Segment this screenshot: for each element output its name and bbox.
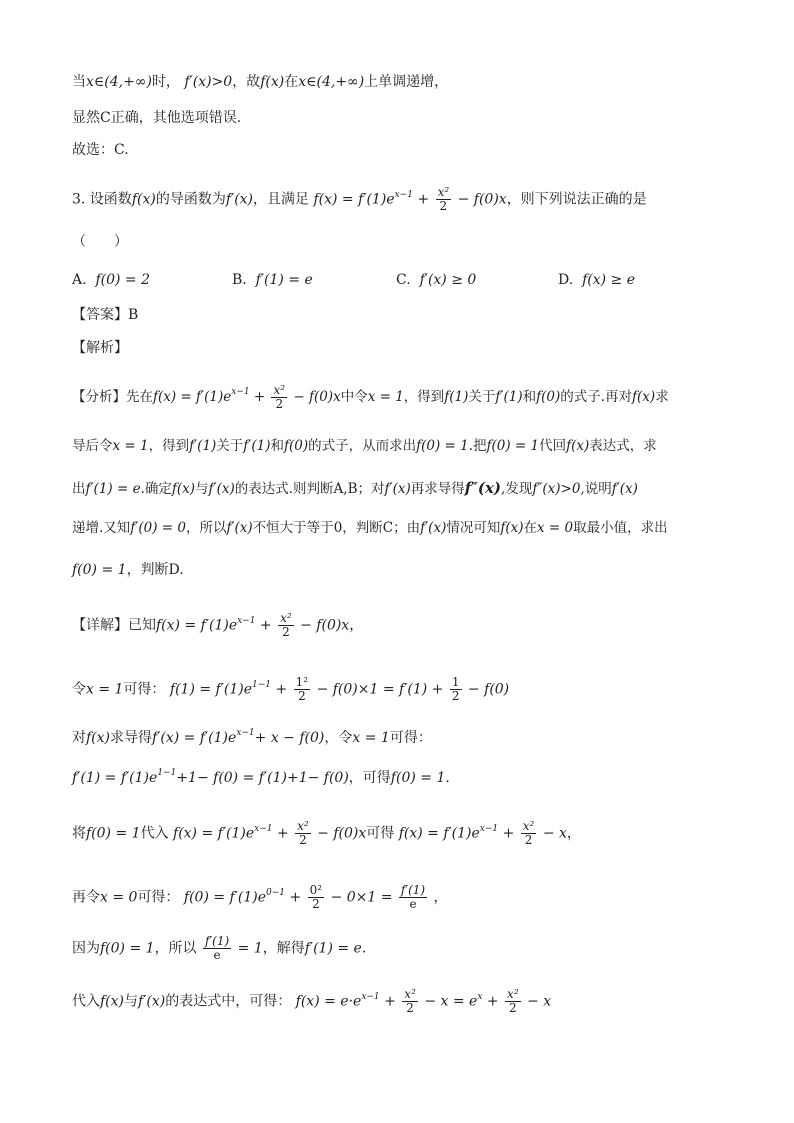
math: f(x): [632, 389, 656, 405]
numerator: 1²: [295, 675, 309, 689]
text: 当: [72, 74, 86, 90]
analysis-line-3: [72, 478, 638, 499]
detail-line-2: [72, 676, 509, 703]
text: 对: [72, 730, 86, 746]
text: 代回: [539, 438, 567, 454]
numerator: x²: [280, 611, 292, 625]
detail-line-5: [72, 820, 581, 847]
text: 表达式，求: [589, 438, 657, 454]
math: f″(x): [464, 479, 502, 497]
math: +: [253, 389, 266, 405]
option-text: f′(1) = e: [255, 272, 313, 288]
numerator: x²: [507, 987, 519, 1001]
math: f′(x): [384, 481, 411, 497]
text: ，可得: [348, 770, 391, 786]
math: f(x): [171, 481, 196, 497]
text: 与: [124, 993, 139, 1010]
text: 时，: [151, 74, 180, 90]
math: f′(x) = f′(1)e: [152, 730, 237, 746]
math: f′(x): [138, 993, 166, 1010]
analysis-line-1: [72, 384, 669, 411]
math: f(x): [566, 438, 590, 454]
math: f(x) = f′(1)e: [156, 617, 238, 634]
text: 【详解】已知: [72, 617, 156, 634]
math: f(x): [260, 74, 285, 90]
exponent: 1−1: [157, 768, 177, 778]
math: +: [486, 993, 499, 1010]
fraction: [308, 884, 324, 911]
text: 可得：: [123, 681, 166, 698]
math: − f(0)x: [293, 389, 341, 405]
numerator: f′(1): [205, 934, 230, 948]
math: f(0): [536, 389, 561, 405]
text: .确定: [140, 481, 172, 497]
text: ，: [566, 825, 581, 842]
math: x = 0: [100, 889, 138, 906]
exponent: x−1: [479, 823, 499, 834]
option-a: [72, 270, 150, 290]
math: f(x): [100, 993, 125, 1010]
text: ，: [433, 889, 448, 906]
denominator: 2: [308, 897, 324, 911]
denominator: e: [203, 948, 231, 962]
text: ,说明: [580, 481, 612, 497]
text: 求: [655, 389, 669, 405]
math: f(0) = 1: [100, 940, 155, 957]
numerator: x²: [437, 185, 450, 199]
math: +: [417, 191, 430, 208]
fraction: [278, 612, 294, 639]
exponent: 1−1: [252, 679, 272, 690]
line-monotonic: [72, 72, 448, 92]
numerator: x²: [522, 819, 535, 833]
math: f(0) = 1: [86, 825, 141, 842]
math: f′(1): [189, 438, 217, 454]
fraction: [294, 676, 310, 703]
text: 代入: [140, 825, 169, 842]
math: f′(1) = e: [304, 940, 362, 957]
text: 将: [72, 825, 86, 842]
text: ，令: [324, 730, 353, 746]
analysis-line-2: [72, 436, 657, 456]
answer-parens: （ ）: [72, 234, 128, 250]
text: 关于: [216, 438, 244, 454]
math: − x = e: [424, 993, 478, 1010]
math: f(x): [131, 191, 156, 208]
math: = 1: [237, 940, 263, 957]
text: .: [361, 940, 367, 957]
option-label: C.: [396, 272, 411, 288]
fraction: [295, 820, 311, 847]
text: 不恒大于等于: [252, 520, 334, 536]
line-conclusion: 显然C正确，其他选项错误.: [72, 110, 242, 126]
answer-line: 【答案】B: [72, 307, 139, 323]
math: − x: [542, 825, 567, 842]
math: f(0) = f′(1)e: [183, 889, 267, 906]
math: f′(x): [208, 481, 235, 497]
math: x = 1: [86, 681, 124, 698]
math: f′(1) = e: [85, 481, 141, 497]
text: 出: [72, 481, 86, 497]
math: x = 1: [367, 389, 404, 405]
text: 的式子.再对: [560, 389, 633, 405]
numerator: x²: [273, 383, 286, 397]
math: f(0) = 1: [72, 562, 127, 578]
math: f(0) = 1: [390, 770, 446, 786]
math: f(0) = 1: [416, 438, 469, 454]
analysis-line-5: [72, 560, 184, 580]
text: 【分析】先在: [72, 389, 153, 405]
text: 可得：: [389, 730, 432, 746]
text: ，判断C；由: [342, 520, 421, 536]
text: 可得：: [137, 889, 180, 906]
text: 和: [270, 438, 284, 454]
detail-line-3: [72, 728, 432, 750]
text: 中令: [340, 389, 368, 405]
math: − f(0)x: [457, 191, 507, 208]
option-text: f(x) ≥ e: [582, 272, 636, 288]
text: ，所以: [154, 940, 197, 957]
math: f(x) = f′(1)e: [153, 389, 232, 405]
math: +: [259, 617, 272, 634]
fraction: [436, 186, 452, 213]
detail-line-7: [72, 935, 366, 962]
math: − f(0)x: [300, 617, 350, 634]
math: f(x) = f′(1)e: [398, 825, 480, 842]
denominator: 2: [278, 625, 294, 639]
text: 上单调递增，: [364, 74, 449, 90]
math: f′(1) = f′(1)e: [72, 770, 158, 786]
math: − f(0)×1 = f′(1) +: [316, 681, 444, 698]
math: f′(0) = 0: [130, 520, 186, 536]
math: f′(x): [611, 481, 638, 497]
math: f(x) = f′(1)e: [313, 191, 395, 208]
denominator: 2: [295, 833, 311, 847]
math: x = 1: [352, 730, 390, 746]
math: − x: [527, 993, 552, 1010]
math: f(0) = 1: [486, 438, 540, 454]
question-3: [72, 186, 647, 213]
denominator: 2: [436, 199, 452, 213]
text: 关于: [468, 389, 496, 405]
text: 取最小值，求出: [573, 520, 668, 536]
math: f′(1): [243, 438, 271, 454]
option-label: B.: [232, 272, 247, 288]
fraction: [203, 935, 231, 962]
text: 的表达式.则判断A,B；对: [234, 481, 385, 497]
detail-line-6: [72, 884, 448, 911]
detail-line-8: [72, 988, 551, 1015]
exponent: x: [477, 991, 483, 1002]
text: 可得: [366, 825, 395, 842]
fraction: [399, 884, 427, 911]
numerator: 1: [451, 675, 460, 689]
math: +: [289, 889, 302, 906]
denominator: e: [399, 897, 427, 911]
text: ，得到: [403, 389, 445, 405]
text: 的式子，从而求出: [308, 438, 417, 454]
text: ，得到: [148, 438, 190, 454]
math: − f(0): [467, 681, 510, 698]
line-choice: 故选：C.: [72, 142, 129, 158]
option-text: f(0) = 2: [95, 272, 151, 288]
text: ，且满足: [253, 191, 310, 208]
math: 0: [333, 520, 343, 536]
text: ，判断D.: [126, 562, 184, 578]
math: f(x): [500, 520, 524, 536]
text: ,发现: [501, 481, 533, 497]
option-c: [396, 270, 476, 290]
exponent: 0−1: [266, 887, 286, 898]
text: 在: [284, 74, 299, 90]
text: 令: [72, 681, 86, 698]
text: 因为: [72, 940, 100, 957]
option-b: [232, 270, 313, 290]
exponent: x−1: [237, 615, 256, 626]
detail-line-1: [72, 612, 363, 639]
math: x = 1: [112, 438, 149, 454]
math: f′(x)>0: [184, 74, 233, 90]
math: f′(x): [420, 520, 447, 536]
fraction: [271, 384, 287, 411]
math: f(0): [283, 438, 309, 454]
math: f′(x): [225, 191, 254, 208]
text: 再令: [72, 889, 100, 906]
numerator: x²: [297, 819, 309, 833]
numerator: x²: [404, 987, 416, 1001]
math: f′(x): [226, 520, 253, 536]
fraction: [402, 988, 418, 1015]
option-label: D.: [558, 272, 574, 288]
fraction: [521, 820, 537, 847]
fraction: [450, 676, 462, 703]
math: f′(1): [495, 389, 523, 405]
exponent: x−1: [254, 823, 273, 834]
text: 求导得: [110, 730, 153, 746]
math: f(x): [86, 730, 111, 746]
math: +: [276, 825, 289, 842]
denominator: 2: [521, 833, 537, 847]
math: f″(x)>0: [532, 481, 581, 497]
math: f(x) = f′(1)e: [173, 825, 255, 842]
math: f(x) = e·e: [295, 993, 362, 1010]
text: .把: [468, 438, 487, 454]
math: x∈(4,+∞): [86, 74, 152, 90]
text: 的表达式中，可得：: [165, 993, 292, 1010]
math: x = 0: [537, 520, 574, 536]
exponent: x−1: [231, 387, 250, 397]
option-label: A.: [72, 272, 87, 288]
math: +: [502, 825, 515, 842]
text: ，: [349, 617, 364, 634]
text: 3. 设函数: [72, 191, 132, 208]
option-text: f′(x) ≥ 0: [419, 272, 477, 288]
denominator: 2: [505, 1001, 521, 1015]
math: f(1) = f′(1)e: [169, 681, 253, 698]
denominator: 2: [451, 689, 460, 703]
math: − 0×1 =: [330, 889, 393, 906]
text: .: [445, 770, 450, 786]
analysis-line-4: [72, 518, 668, 538]
text: 再求导得: [410, 481, 465, 497]
math: +1− f(0) = f′(1)+1− f(0): [176, 770, 349, 786]
math: +: [275, 681, 288, 698]
text: ，故: [232, 74, 261, 90]
denominator: 2: [271, 397, 287, 411]
text: 在: [523, 520, 537, 536]
text: 导后令: [72, 438, 113, 454]
denominator: 2: [402, 1001, 418, 1015]
text: 的导函数为: [155, 191, 226, 208]
math: − f(0)x: [317, 825, 367, 842]
text: 情况可知: [446, 520, 501, 536]
detail-line-4: [72, 768, 450, 790]
text: ，所以: [185, 520, 227, 536]
text: 递增.又知: [72, 520, 131, 536]
fraction: [505, 988, 521, 1015]
math: + x − f(0): [254, 730, 325, 746]
numerator: 0²: [309, 883, 323, 897]
numerator: f′(1): [400, 883, 426, 897]
math: x∈(4,+∞): [298, 74, 365, 90]
option-d: [558, 270, 635, 290]
text: ，解得: [262, 940, 305, 957]
exponent: x−1: [361, 991, 380, 1002]
exponent: x−1: [236, 728, 255, 738]
text: 代入: [72, 993, 100, 1010]
math: +: [384, 993, 396, 1010]
math: f(1): [444, 389, 469, 405]
denominator: 2: [294, 689, 310, 703]
text: 和: [522, 389, 537, 405]
text: 与: [195, 481, 209, 497]
text: ，则下列说法正确的是: [506, 191, 647, 208]
exponent: x−1: [394, 189, 413, 200]
analysis-heading: 【解析】: [72, 340, 128, 356]
